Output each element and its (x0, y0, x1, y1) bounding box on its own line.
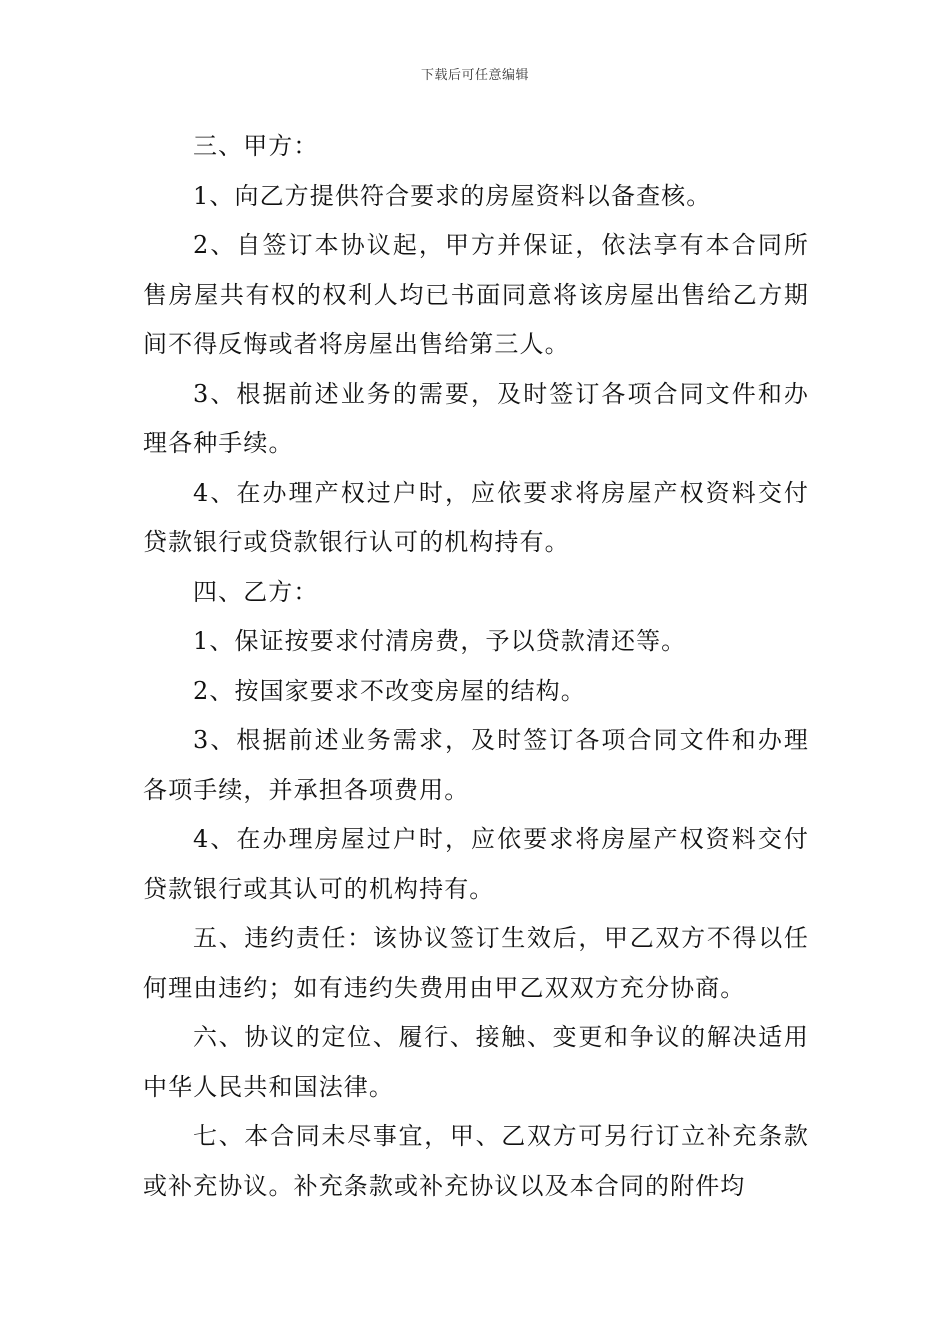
document-body (143, 122, 809, 1211)
section-breach-liability: 五、违约责任：该协议签订生效后，甲乙双方不得以任何理由违约；如有违约失费用由甲乙双双方充分协商。 (143, 924, 809, 1002)
section-governing-law: 六、协议的定位、履行、接触、变更和争议的解决适用中华人民共和国法律。 (143, 1023, 809, 1101)
section-heading-party-a: 三、甲方： (193, 132, 319, 160)
party-b-clause-1: 1、保证按要求付清房费，予以贷款清还等。 (193, 627, 687, 655)
party-b-clause-2: 2、按国家要求不改变房屋的结构。 (193, 676, 586, 705)
section-heading-party-b: 四、乙方： (193, 577, 319, 606)
party-b-clause-3: 3、根据前述业务需求，及时签订各项合同文件和办理各项手续，并承担各项费用。 (143, 726, 809, 804)
party-a-clause-2: 2、自签订本协议起，甲方并保证，依法享有本合同所售房屋共有权的权利人均已书面同意将该房屋出售给乙方期间不得反悔或者将房屋出售给第三人。 (143, 231, 809, 358)
party-a-clause-1: 1、向乙方提供符合要求的房屋资料以备查核。 (193, 181, 712, 210)
party-b-clause-4: 4、在办理房屋过户时，应依要求将房屋产权资料交付贷款银行或其认可的机构持有。 (143, 825, 809, 903)
section-supplementary-terms: 七、本合同未尽事宜，甲、乙双方可另行订立补充条款或补充协议。补充条款或补充协议以及本合同的附件均 (143, 1122, 809, 1200)
party-a-clause-3: 3、根据前述业务的需要，及时签订各项合同文件和办理各种手续。 (143, 379, 809, 457)
party-a-clause-4: 4、在办理产权过户时，应依要求将房屋产权资料交付贷款银行或贷款银行认可的机构持有。 (143, 478, 809, 556)
page-header-note: 下载后可任意编辑 (420, 68, 529, 83)
